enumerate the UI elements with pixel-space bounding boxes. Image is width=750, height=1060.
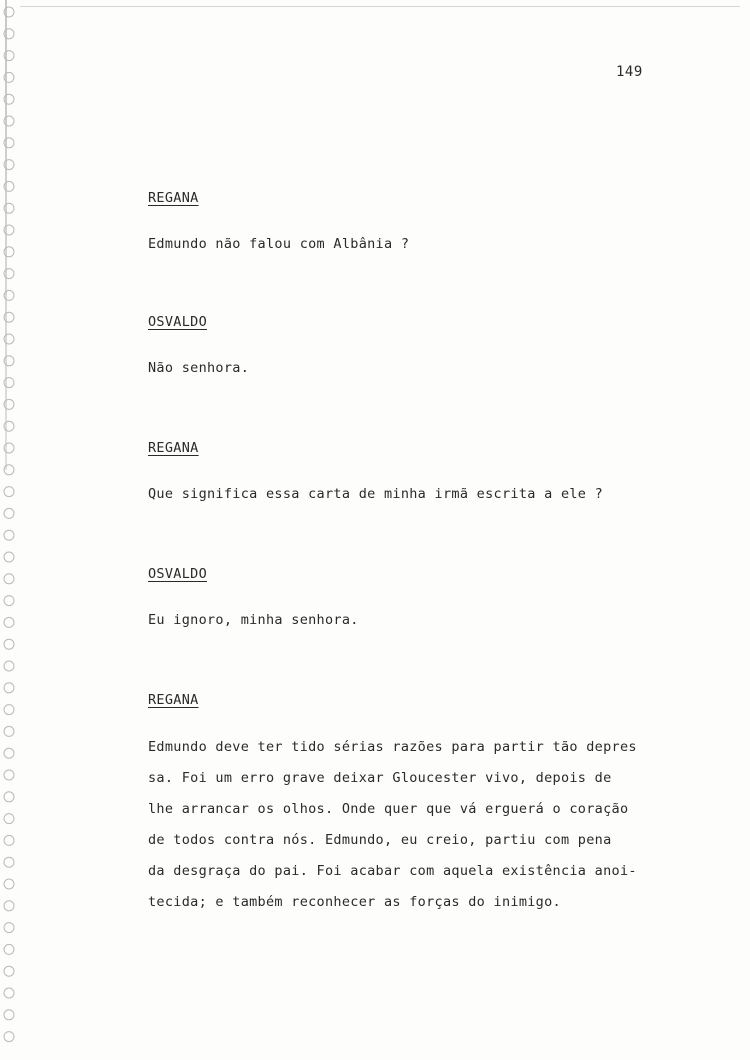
page-number: 149 bbox=[616, 64, 643, 80]
punch-hole bbox=[4, 639, 14, 649]
punch-hole bbox=[4, 596, 14, 606]
punch-hole bbox=[4, 726, 14, 736]
punch-hole bbox=[4, 116, 14, 126]
speaker-name: REGANA bbox=[148, 190, 199, 206]
speech-line: sa. Foi um erro grave deixar Gloucester vivo, depois de bbox=[148, 770, 612, 786]
punch-hole bbox=[4, 792, 14, 802]
speech-line: lhe arrancar os olhos. Onde quer que vá erguerá o coração bbox=[148, 801, 629, 817]
punch-hole bbox=[4, 399, 14, 409]
speaker-name: OSVALDO bbox=[148, 314, 207, 330]
punch-hole bbox=[4, 835, 14, 845]
punch-hole bbox=[4, 7, 14, 17]
punch-hole-margin bbox=[0, 0, 40, 1060]
punch-hole bbox=[4, 247, 14, 257]
punch-hole bbox=[4, 51, 14, 61]
punch-hole bbox=[4, 225, 14, 235]
speech-line: Que significa essa carta de minha irmã escrita a ele ? bbox=[148, 486, 604, 502]
speech-line: Não senhora. bbox=[148, 360, 250, 376]
speech-line: Edmundo deve ter tido sérias razões para partir tão depres bbox=[148, 739, 637, 755]
punch-hole bbox=[4, 160, 14, 170]
punch-hole bbox=[4, 857, 14, 867]
punch-hole bbox=[4, 901, 14, 911]
punch-hole bbox=[4, 312, 14, 322]
punch-hole bbox=[4, 138, 14, 148]
punch-hole bbox=[4, 508, 14, 518]
speech-line: da desgraça do pai. Foi acabar com aquela existência anoi- bbox=[148, 863, 637, 879]
punch-hole bbox=[4, 944, 14, 954]
speech-line: tecida; e também reconhecer as forças do inimigo. bbox=[148, 894, 561, 910]
speech-line: Eu ignoro, minha senhora. bbox=[148, 612, 359, 628]
punch-hole bbox=[4, 1032, 14, 1042]
punch-hole bbox=[4, 269, 14, 279]
speaker-name: REGANA bbox=[148, 440, 199, 456]
speaker-name: REGANA bbox=[148, 692, 199, 708]
punch-hole bbox=[4, 770, 14, 780]
punch-hole bbox=[4, 443, 14, 453]
punch-hole bbox=[4, 988, 14, 998]
punch-hole bbox=[4, 334, 14, 344]
punch-hole bbox=[4, 814, 14, 824]
punch-hole bbox=[4, 29, 14, 39]
punch-hole bbox=[4, 203, 14, 213]
punch-hole bbox=[4, 465, 14, 475]
punch-hole bbox=[4, 923, 14, 933]
punch-hole bbox=[4, 94, 14, 104]
punch-hole bbox=[4, 683, 14, 693]
punch-hole bbox=[4, 290, 14, 300]
speaker-name: OSVALDO bbox=[148, 566, 207, 582]
punch-hole bbox=[4, 748, 14, 758]
punch-hole bbox=[4, 574, 14, 584]
punch-hole bbox=[4, 879, 14, 889]
punch-hole bbox=[4, 661, 14, 671]
punch-hole bbox=[4, 966, 14, 976]
punch-hole bbox=[4, 705, 14, 715]
punch-hole bbox=[4, 617, 14, 627]
punch-hole bbox=[4, 72, 14, 82]
page-top-border bbox=[20, 6, 740, 7]
punch-hole bbox=[4, 378, 14, 388]
speech-paragraph bbox=[148, 739, 637, 925]
punch-hole bbox=[4, 356, 14, 366]
punch-hole bbox=[4, 487, 14, 497]
punch-hole bbox=[4, 530, 14, 540]
punch-hole bbox=[4, 421, 14, 431]
speech-line: Edmundo não falou com Albânia ? bbox=[148, 236, 410, 252]
speech-line: de todos contra nós. Edmundo, eu creio, partiu com pena bbox=[148, 832, 612, 848]
punch-hole bbox=[4, 552, 14, 562]
punch-hole bbox=[4, 181, 14, 191]
punch-hole bbox=[4, 1010, 14, 1020]
